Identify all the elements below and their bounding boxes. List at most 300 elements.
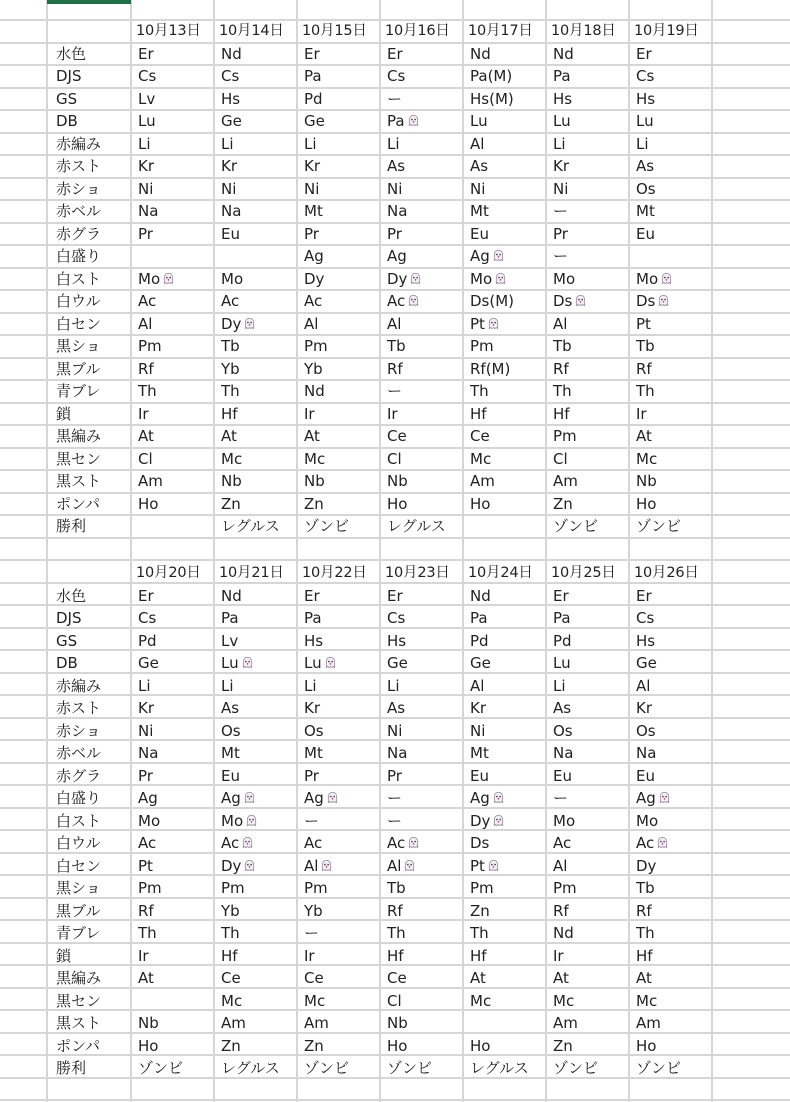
- table-cell[interactable]: Pm: [553, 879, 577, 897]
- table-cell[interactable]: ー: [553, 202, 569, 220]
- table-cell[interactable]: Li: [221, 676, 234, 695]
- row-label-cell[interactable]: 鎖: [56, 946, 72, 965]
- row-label-cell[interactable]: 勝利: [56, 1059, 87, 1077]
- table-cell[interactable]: Ce: [387, 969, 407, 987]
- table-cell[interactable]: Li: [553, 676, 566, 695]
- table-cell[interactable]: Lu: [138, 112, 156, 130]
- row-label-cell[interactable]: 黒編み: [56, 969, 102, 987]
- table-cell[interactable]: Ir: [304, 946, 315, 965]
- row-label-cell[interactable]: 白セン: [56, 314, 102, 333]
- table-cell[interactable]: Ho: [387, 494, 408, 513]
- table-cell[interactable]: Cs: [636, 67, 655, 85]
- row-label-cell[interactable]: 白スト: [56, 811, 102, 830]
- row-label-cell[interactable]: DB: [56, 112, 78, 130]
- table-cell[interactable]: Al: [387, 314, 402, 333]
- table-cell[interactable]: Li: [138, 676, 151, 695]
- table-cell[interactable]: Kr: [553, 157, 570, 175]
- table-cell[interactable]: Eu: [470, 224, 489, 243]
- table-cell[interactable]: Cs: [138, 609, 157, 627]
- table-cell[interactable]: Er: [387, 44, 403, 63]
- table-cell[interactable]: Pa: [470, 609, 488, 627]
- table-cell[interactable]: Yb: [304, 359, 323, 378]
- table-cell[interactable]: Os: [304, 721, 324, 740]
- table-cell[interactable]: Er: [138, 44, 154, 63]
- table-cell[interactable]: Al: [304, 314, 319, 333]
- table-cell[interactable]: Ac: [304, 834, 323, 852]
- table-cell[interactable]: Pr: [304, 766, 319, 785]
- table-cell[interactable]: Eu: [553, 766, 572, 785]
- table-cell[interactable]: Nd: [553, 924, 574, 942]
- table-cell[interactable]: Eu: [636, 224, 655, 243]
- table-cell[interactable]: Nb: [387, 472, 408, 490]
- table-cell[interactable]: Pm: [138, 879, 162, 897]
- date-header-cell[interactable]: 10月13日: [136, 23, 201, 39]
- table-cell[interactable]: Ni: [470, 721, 486, 740]
- row-label-cell[interactable]: 黒セン: [56, 449, 102, 468]
- table-cell[interactable]: Mt: [304, 744, 323, 762]
- table-cell[interactable]: Mo: [138, 811, 161, 830]
- table-cell[interactable]: Ir: [138, 946, 149, 965]
- table-cell[interactable]: As: [387, 699, 406, 717]
- table-cell[interactable]: Ds: [636, 290, 712, 312]
- table-cell[interactable]: Ir: [138, 404, 149, 423]
- table-cell[interactable]: Pr: [138, 224, 153, 243]
- table-cell[interactable]: Pa: [304, 67, 322, 85]
- table-cell[interactable]: Hs: [221, 89, 241, 108]
- table-cell[interactable]: Pt: [636, 314, 651, 333]
- row-label-cell[interactable]: 赤グラ: [56, 224, 102, 243]
- table-cell[interactable]: Lu: [553, 112, 571, 130]
- table-cell[interactable]: Ni: [304, 179, 320, 198]
- row-label-cell[interactable]: DB: [56, 654, 78, 672]
- row-label-cell[interactable]: 黒ショ: [56, 879, 101, 897]
- row-label-cell[interactable]: 黒セン: [56, 991, 102, 1010]
- table-cell[interactable]: At: [138, 427, 154, 445]
- table-cell[interactable]: Eu: [221, 766, 240, 785]
- row-label-cell[interactable]: 白ウル: [56, 834, 101, 852]
- table-cell[interactable]: Nd: [553, 44, 574, 63]
- table-cell[interactable]: Rf: [387, 901, 403, 920]
- table-cell[interactable]: Ho: [636, 494, 657, 513]
- table-cell[interactable]: Lu: [553, 654, 571, 672]
- table-cell[interactable]: Li: [387, 134, 400, 153]
- table-cell[interactable]: As: [553, 699, 572, 717]
- table-cell[interactable]: Ni: [138, 179, 154, 198]
- table-cell[interactable]: Mo: [221, 269, 244, 288]
- table-cell[interactable]: ゾンビ: [553, 517, 599, 535]
- table-cell[interactable]: Ir: [387, 404, 398, 423]
- table-cell[interactable]: Kr: [221, 157, 238, 175]
- table-cell[interactable]: Hs: [636, 631, 656, 650]
- table-cell[interactable]: Ac: [636, 832, 712, 854]
- table-cell[interactable]: Er: [636, 586, 652, 605]
- table-cell[interactable]: Lv: [138, 89, 156, 108]
- table-cell[interactable]: As: [470, 157, 489, 175]
- table-cell[interactable]: Cs: [138, 67, 157, 85]
- table-cell[interactable]: Al: [553, 314, 568, 333]
- table-cell[interactable]: Al: [470, 676, 485, 695]
- table-cell[interactable]: ゾンビ: [553, 1059, 599, 1077]
- table-cell[interactable]: Na: [553, 744, 574, 762]
- table-cell[interactable]: Hf: [221, 404, 238, 423]
- table-cell[interactable]: Al: [636, 676, 651, 695]
- table-cell[interactable]: Kr: [138, 699, 155, 717]
- table-cell[interactable]: Nd: [221, 44, 242, 63]
- table-cell[interactable]: Na: [387, 744, 408, 762]
- table-cell[interactable]: Dy: [636, 856, 657, 875]
- table-cell[interactable]: Pr: [304, 224, 319, 243]
- table-cell[interactable]: Hs: [636, 89, 656, 108]
- table-cell[interactable]: Os: [553, 721, 573, 740]
- table-cell[interactable]: Mc: [304, 449, 326, 468]
- table-cell[interactable]: At: [636, 969, 652, 987]
- row-label-cell[interactable]: 赤ベル: [56, 744, 102, 762]
- table-cell[interactable]: Ho: [138, 1036, 159, 1055]
- table-cell[interactable]: [138, 515, 214, 537]
- table-cell[interactable]: Ds: [553, 290, 629, 312]
- row-label-cell[interactable]: 白盛り: [56, 789, 102, 807]
- table-cell[interactable]: Lu: [221, 652, 297, 674]
- table-cell[interactable]: Hf: [221, 946, 238, 965]
- table-cell[interactable]: Ir: [304, 404, 315, 423]
- table-cell[interactable]: Dy: [304, 269, 325, 288]
- table-cell[interactable]: At: [138, 969, 154, 987]
- table-cell[interactable]: Cl: [553, 449, 568, 468]
- table-cell[interactable]: Tb: [387, 879, 406, 897]
- table-cell[interactable]: Tb: [553, 337, 572, 355]
- table-cell[interactable]: Mc: [636, 449, 658, 468]
- table-cell[interactable]: Ge: [304, 112, 325, 130]
- table-cell[interactable]: ゾンビ: [636, 1059, 682, 1077]
- table-cell[interactable]: Am: [553, 1014, 578, 1032]
- table-cell[interactable]: [636, 245, 712, 267]
- table-cell[interactable]: At: [221, 427, 237, 445]
- table-cell[interactable]: Ag: [470, 245, 546, 267]
- table-cell[interactable]: Th: [636, 924, 655, 942]
- table-cell[interactable]: Kr: [304, 699, 321, 717]
- table-cell[interactable]: At: [470, 969, 486, 987]
- table-cell[interactable]: Yb: [221, 901, 240, 920]
- table-cell[interactable]: Ag: [636, 787, 712, 809]
- table-cell[interactable]: Ni: [138, 721, 154, 740]
- table-cell[interactable]: Yb: [221, 359, 240, 378]
- table-cell[interactable]: Ag: [470, 787, 546, 809]
- table-cell[interactable]: Pa: [304, 609, 322, 627]
- table-cell[interactable]: Th: [387, 924, 406, 942]
- row-label-cell[interactable]: 水色: [56, 586, 87, 605]
- table-cell[interactable]: ゾンビ: [387, 1059, 433, 1077]
- table-cell[interactable]: レグルス: [387, 517, 446, 535]
- table-cell[interactable]: Nb: [636, 472, 657, 490]
- table-cell[interactable]: Nb: [304, 472, 325, 490]
- table-cell[interactable]: Tb: [387, 337, 406, 355]
- date-header-cell[interactable]: 10月21日: [219, 565, 284, 581]
- table-cell[interactable]: Na: [138, 202, 159, 220]
- table-cell[interactable]: Pd: [470, 631, 489, 650]
- table-cell[interactable]: Cl: [387, 449, 402, 468]
- table-cell[interactable]: Rf: [636, 901, 652, 920]
- table-cell[interactable]: Pm: [138, 337, 162, 355]
- date-header-cell[interactable]: 10月23日: [385, 565, 450, 581]
- table-cell[interactable]: Hs: [304, 631, 324, 650]
- table-cell[interactable]: Ag: [387, 247, 407, 265]
- row-label-cell[interactable]: 黒スト: [56, 472, 102, 490]
- table-cell[interactable]: Zn: [304, 1036, 324, 1055]
- table-cell[interactable]: Ac: [221, 292, 240, 310]
- table-cell[interactable]: At: [636, 427, 652, 445]
- table-cell[interactable]: Kr: [470, 699, 487, 717]
- row-label-cell[interactable]: 赤スト: [56, 699, 102, 717]
- table-cell[interactable]: Zn: [470, 901, 490, 920]
- table-cell[interactable]: Pa(M): [470, 67, 513, 85]
- table-cell[interactable]: Mc: [470, 991, 492, 1010]
- date-header-cell[interactable]: 10月26日: [634, 565, 699, 581]
- table-cell[interactable]: ー: [387, 811, 403, 830]
- table-cell[interactable]: Nb: [221, 472, 242, 490]
- table-cell[interactable]: Mc: [221, 991, 243, 1010]
- table-cell[interactable]: Ac: [387, 832, 463, 854]
- table-cell[interactable]: Ac: [138, 834, 157, 852]
- table-cell[interactable]: Mt: [304, 202, 323, 220]
- date-header-cell[interactable]: 10月24日: [468, 565, 533, 581]
- row-label-cell[interactable]: 白ウル: [56, 292, 101, 310]
- table-cell[interactable]: Pt: [470, 313, 546, 335]
- table-cell[interactable]: Rf: [553, 901, 569, 920]
- table-cell[interactable]: Nb: [138, 1014, 159, 1032]
- table-cell[interactable]: Hs(M): [470, 89, 514, 108]
- table-cell[interactable]: Na: [138, 744, 159, 762]
- table-cell[interactable]: Hf: [387, 946, 404, 965]
- table-cell[interactable]: Ir: [636, 404, 647, 423]
- table-cell[interactable]: Nd: [304, 382, 325, 400]
- table-cell[interactable]: レグルス: [470, 1059, 529, 1077]
- table-cell[interactable]: ー: [387, 382, 403, 400]
- table-cell[interactable]: Hf: [470, 946, 487, 965]
- row-label-cell[interactable]: 白スト: [56, 269, 102, 288]
- table-cell[interactable]: Lu: [636, 112, 654, 130]
- table-cell[interactable]: ゾンビ: [304, 1059, 350, 1077]
- table-cell[interactable]: Ge: [221, 112, 242, 130]
- table-cell[interactable]: Mo: [470, 268, 546, 290]
- row-label-cell[interactable]: 青ブレ: [56, 382, 101, 400]
- table-cell[interactable]: Os: [636, 721, 656, 740]
- table-cell[interactable]: ー: [304, 924, 320, 942]
- table-cell[interactable]: ー: [387, 89, 403, 108]
- row-label-cell[interactable]: 黒スト: [56, 1014, 102, 1032]
- table-cell[interactable]: Mc: [636, 991, 658, 1010]
- table-cell[interactable]: Mt: [470, 744, 489, 762]
- table-cell[interactable]: Dy: [221, 855, 297, 877]
- table-cell[interactable]: Os: [221, 721, 241, 740]
- row-label-cell[interactable]: 赤スト: [56, 157, 102, 175]
- table-cell[interactable]: Th: [221, 382, 240, 400]
- table-cell[interactable]: Kr: [636, 699, 653, 717]
- table-cell[interactable]: Mt: [636, 202, 655, 220]
- table-cell[interactable]: Er: [304, 44, 320, 63]
- table-cell[interactable]: Pt: [470, 855, 546, 877]
- table-cell[interactable]: Pm: [553, 427, 577, 445]
- table-cell[interactable]: Li: [387, 676, 400, 695]
- table-cell[interactable]: Ag: [138, 789, 158, 807]
- table-cell[interactable]: ー: [387, 789, 403, 807]
- table-cell[interactable]: Am: [470, 472, 495, 490]
- table-cell[interactable]: Ds(M): [470, 292, 515, 310]
- table-cell[interactable]: Zn: [221, 494, 241, 513]
- table-cell[interactable]: Al: [304, 855, 380, 877]
- row-label-cell[interactable]: 鎖: [56, 404, 72, 423]
- table-cell[interactable]: Dy: [387, 268, 463, 290]
- table-cell[interactable]: Pa: [387, 110, 463, 132]
- table-cell[interactable]: At: [304, 427, 320, 445]
- table-cell[interactable]: Nd: [470, 586, 491, 605]
- table-cell[interactable]: Ge: [138, 654, 159, 672]
- table-cell[interactable]: Cl: [387, 991, 402, 1010]
- table-cell[interactable]: Mc: [221, 449, 243, 468]
- table-cell[interactable]: Yb: [304, 901, 323, 920]
- table-cell[interactable]: [221, 245, 297, 267]
- table-cell[interactable]: レグルス: [221, 1059, 280, 1077]
- table-cell[interactable]: Mo: [138, 268, 214, 290]
- table-cell[interactable]: As: [221, 699, 240, 717]
- table-cell[interactable]: Li: [553, 134, 566, 153]
- table-cell[interactable]: Mo: [221, 810, 297, 832]
- table-cell[interactable]: [138, 990, 214, 1012]
- date-header-cell[interactable]: 10月17日: [468, 23, 533, 39]
- table-cell[interactable]: As: [636, 157, 655, 175]
- table-cell[interactable]: Mt: [221, 744, 240, 762]
- table-cell[interactable]: Ac: [387, 290, 463, 312]
- row-label-cell[interactable]: ポンパ: [56, 1036, 100, 1055]
- date-header-cell[interactable]: 10月15日: [302, 23, 367, 39]
- table-cell[interactable]: Pd: [553, 631, 572, 650]
- table-cell[interactable]: Tb: [636, 337, 655, 355]
- row-label-cell[interactable]: 白盛り: [56, 247, 102, 265]
- table-cell[interactable]: Ge: [387, 654, 408, 672]
- table-cell[interactable]: Ag: [304, 247, 324, 265]
- date-header-cell[interactable]: 10月22日: [302, 565, 367, 581]
- table-cell[interactable]: Hf: [470, 404, 487, 423]
- table-cell[interactable]: Al: [470, 134, 485, 153]
- table-cell[interactable]: Cs: [221, 67, 240, 85]
- table-cell[interactable]: Tb: [221, 337, 240, 355]
- row-label-cell[interactable]: 黒ショ: [56, 337, 101, 355]
- row-label-cell[interactable]: 赤ショ: [56, 721, 101, 740]
- table-cell[interactable]: ゾンビ: [636, 517, 682, 535]
- table-cell[interactable]: Rf: [138, 901, 154, 920]
- table-cell[interactable]: Pd: [304, 89, 323, 108]
- table-cell[interactable]: Ce: [470, 427, 490, 445]
- table-cell[interactable]: Al: [553, 856, 568, 875]
- date-header-cell[interactable]: 10月16日: [385, 23, 450, 39]
- table-cell[interactable]: Pm: [470, 879, 494, 897]
- row-label-cell[interactable]: 青ブレ: [56, 924, 101, 942]
- table-cell[interactable]: Pa: [221, 609, 239, 627]
- table-cell[interactable]: Cs: [387, 67, 406, 85]
- table-cell[interactable]: Rf: [387, 359, 403, 378]
- table-cell[interactable]: Li: [636, 134, 649, 153]
- table-cell[interactable]: Ag: [304, 787, 380, 809]
- table-cell[interactable]: Th: [636, 382, 655, 400]
- table-cell[interactable]: Pm: [304, 879, 328, 897]
- table-cell[interactable]: Li: [221, 134, 234, 153]
- table-cell[interactable]: Hf: [553, 404, 570, 423]
- table-cell[interactable]: ゾンビ: [138, 1059, 184, 1077]
- table-cell[interactable]: [470, 1012, 546, 1034]
- row-label-cell[interactable]: GS: [56, 631, 78, 650]
- table-cell[interactable]: Hs: [387, 631, 407, 650]
- table-cell[interactable]: Th: [470, 924, 489, 942]
- table-cell[interactable]: ゾンビ: [304, 517, 350, 535]
- table-cell[interactable]: [138, 245, 214, 267]
- table-cell[interactable]: Pm: [304, 337, 328, 355]
- table-cell[interactable]: Cl: [138, 449, 153, 468]
- table-cell[interactable]: Pr: [553, 224, 568, 243]
- table-cell[interactable]: Er: [553, 586, 569, 605]
- table-cell[interactable]: Ac: [221, 832, 297, 854]
- table-cell[interactable]: Ni: [470, 179, 486, 198]
- table-cell[interactable]: Li: [304, 134, 317, 153]
- table-cell[interactable]: Pr: [138, 766, 153, 785]
- table-cell[interactable]: Th: [221, 924, 240, 942]
- table-cell[interactable]: Ni: [387, 721, 403, 740]
- row-label-cell[interactable]: DJS: [56, 67, 82, 85]
- table-cell[interactable]: Os: [636, 179, 656, 198]
- table-cell[interactable]: Hf: [636, 946, 653, 965]
- table-cell[interactable]: Ho: [387, 1036, 408, 1055]
- row-label-cell[interactable]: 赤ベル: [56, 202, 102, 220]
- table-cell[interactable]: Pt: [138, 856, 153, 875]
- table-cell[interactable]: Ag: [221, 787, 297, 809]
- table-cell[interactable]: Rf: [636, 359, 652, 378]
- row-label-cell[interactable]: 黒編み: [56, 427, 102, 445]
- table-cell[interactable]: Er: [387, 586, 403, 605]
- table-cell[interactable]: Ac: [304, 292, 323, 310]
- date-header-cell[interactable]: 10月18日: [551, 23, 616, 39]
- table-cell[interactable]: Na: [221, 202, 242, 220]
- table-cell[interactable]: Eu: [636, 766, 655, 785]
- table-cell[interactable]: Na: [636, 744, 657, 762]
- table-cell[interactable]: Mo: [553, 269, 576, 288]
- table-cell[interactable]: Ge: [636, 654, 657, 672]
- table-cell[interactable]: Kr: [304, 157, 321, 175]
- table-cell[interactable]: Ni: [387, 179, 403, 198]
- row-label-cell[interactable]: 赤グラ: [56, 766, 102, 785]
- table-cell[interactable]: Eu: [221, 224, 240, 243]
- table-cell[interactable]: Hs: [553, 89, 573, 108]
- table-cell[interactable]: Ni: [553, 179, 569, 198]
- table-cell[interactable]: Cs: [387, 609, 406, 627]
- table-cell[interactable]: Mc: [553, 991, 575, 1010]
- table-cell[interactable]: Lv: [221, 631, 239, 650]
- table-cell[interactable]: Pa: [553, 609, 571, 627]
- table-cell[interactable]: Am: [221, 1014, 246, 1032]
- row-label-cell[interactable]: 赤編み: [56, 676, 102, 695]
- table-cell[interactable]: Th: [138, 924, 157, 942]
- table-cell[interactable]: Am: [636, 1014, 661, 1032]
- table-cell[interactable]: ー: [553, 789, 569, 807]
- row-label-cell[interactable]: GS: [56, 89, 78, 108]
- table-cell[interactable]: Nd: [221, 586, 242, 605]
- row-label-cell[interactable]: 黒ブル: [56, 359, 101, 378]
- table-cell[interactable]: Mo: [636, 268, 712, 290]
- table-cell[interactable]: Pd: [138, 631, 157, 650]
- table-cell[interactable]: Al: [387, 855, 463, 877]
- row-label-cell[interactable]: 白セン: [56, 856, 102, 875]
- table-cell[interactable]: Ir: [553, 946, 564, 965]
- table-cell[interactable]: Pr: [387, 224, 402, 243]
- table-cell[interactable]: Pm: [470, 337, 494, 355]
- table-cell[interactable]: At: [553, 969, 569, 987]
